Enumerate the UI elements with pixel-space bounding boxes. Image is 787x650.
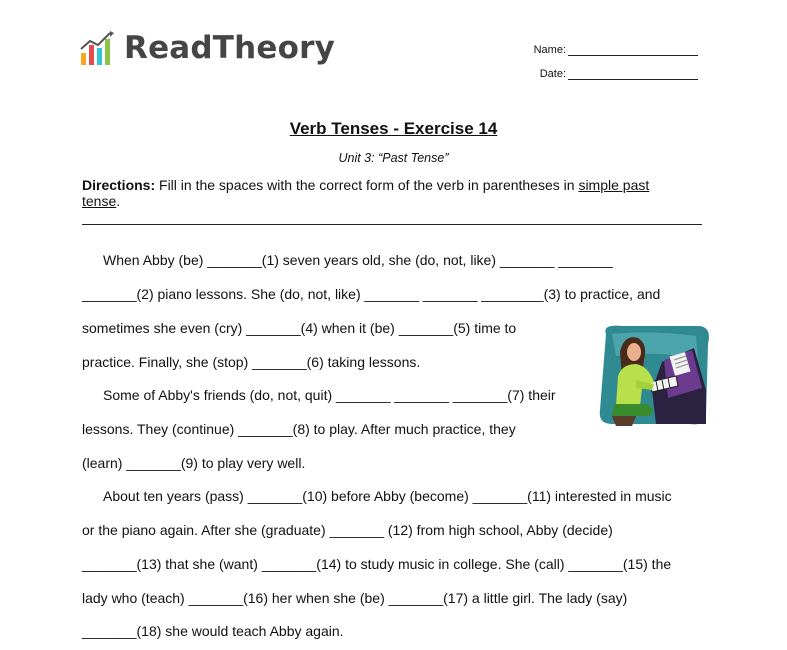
- bar-chart-logo-icon: [80, 31, 116, 65]
- directions: [82, 177, 702, 209]
- page-title: Verb Tenses - Exercise 14: [289, 119, 498, 138]
- directions-text: Fill in the spaces with the correct form of the verb in parentheses in: [155, 177, 579, 193]
- name-label: Name:: [533, 44, 566, 56]
- exercise-line: (learn) _______(9) to play very well.: [82, 455, 306, 471]
- directions-end: .: [116, 193, 121, 209]
- exercise-line: _______(13) that she (want) _______(14) to study music in college. She (call) _______(15) the: [82, 556, 672, 572]
- readtheory-logo: [80, 28, 335, 68]
- name-blank[interactable]: [568, 44, 698, 56]
- logo-text: ReadTheory: [124, 30, 336, 66]
- tense-link[interactable]: tense: [82, 193, 117, 209]
- directions-label: Directions:: [82, 177, 156, 193]
- date-blank[interactable]: [568, 68, 698, 80]
- exercise-line: _______(18) she would teach Abby again.: [82, 623, 344, 639]
- simple-past-link[interactable]: simple past: [578, 177, 650, 193]
- exercise-line: When Abby (be) _______(1) seven years old, she (do, not, like) _______ _______: [103, 252, 613, 268]
- exercise-line: sometimes she even (cry) _______(4) when it (be) _______(5) time to: [82, 320, 517, 336]
- woman-playing-piano-illustration: [592, 320, 714, 432]
- divider: [82, 224, 702, 225]
- exercise-line: lady who (teach) _______(16) her when she (be) _______(17) a little girl. The lady (say): [82, 590, 628, 606]
- exercise-line: practice. Finally, she (stop) _______(6) taking lessons.: [82, 354, 421, 370]
- exercise-line: or the piano again. After she (graduate) _______ (12) from high school, Abby (decide): [82, 522, 613, 538]
- date-label: Date:: [539, 68, 566, 80]
- exercise-line: _______(2) piano lessons. She (do, not, like) _______ _______ ________(3) to practice, and: [82, 286, 661, 302]
- name-date-fields: [526, 32, 698, 80]
- exercise-line: lessons. They (continue) _______(8) to play. After much practice, they: [82, 421, 516, 437]
- exercise-line: Some of Abby's friends (do, not, quit) _______ _______ _______(7) their: [103, 387, 556, 403]
- unit-subtitle: Unit 3: “Past Tense”: [338, 151, 449, 165]
- exercise-line: About ten years (pass) _______(10) before Abby (become) _______(11) interested in music: [103, 488, 672, 504]
